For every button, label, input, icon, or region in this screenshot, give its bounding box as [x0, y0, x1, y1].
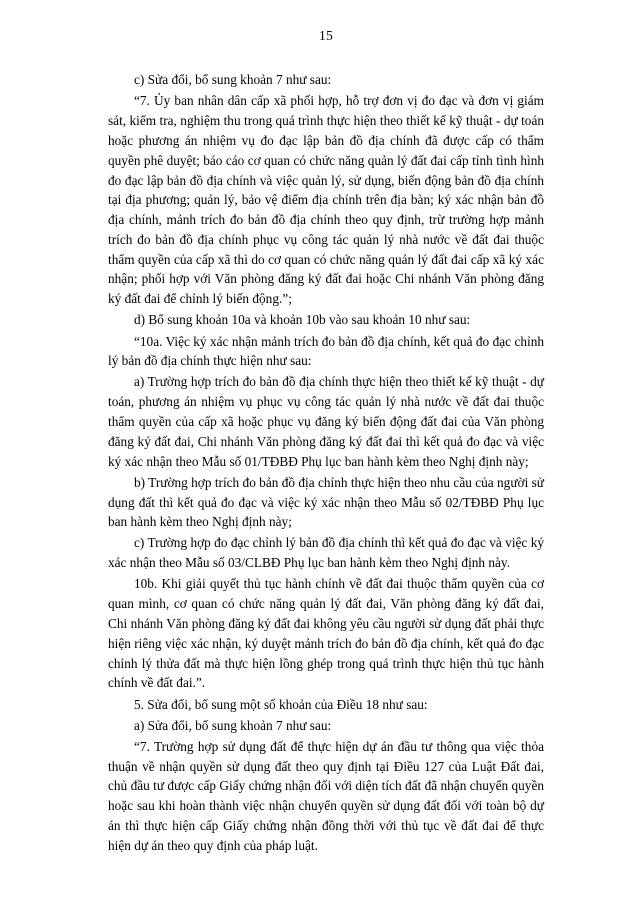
document-body [108, 70, 544, 855]
paragraph: c) Trường hợp đo đạc chỉnh lý bản đồ địa chính thì kết quả đo đạc và việc ký xác nhận theo Mẫu số 03/CLBĐ Phụ lục ban hành kèm theo Nghị định này. [108, 535, 544, 571]
paragraph: a) Trường hợp trích đo bản đồ địa chính thực hiện theo thiết kế kỹ thuật - dự toán, phương án nhiệm vụ phục vụ công tác quản lý nhà nước về đất đai thuộc thẩm quyền của cấp xã hoặc phục vụ đăng ký biến động đất đai của Văn phòng đăng ký đất đai, Chi nhánh Văn phòng đăng ký đất đai thì kết quả đo đạc và việc ký xác nhận theo Mẫu số 01/TĐBĐ Phụ lục ban hành kèm theo Nghị định này; [108, 374, 544, 469]
paragraph: “7. Trường hợp sử dụng đất để thực hiện dự án đầu tư thông qua việc thỏa thuận về nhận quyền sử dụng đất theo quy định tại Điều 127 của Luật Đất đai, chủ đầu tư được cấp Giấy chứng nhận đối với diện tích đất đã nhận chuyển quyền hoặc sau khi hoàn thành việc nhận chuyển quyền sử dụng đất đối với toàn bộ dự án thì thực hiện cấp Giấy chứng nhận đồng thời với thủ tục về đất đai để thực hiện dự án theo quy định của pháp luật. [108, 738, 544, 853]
paragraph: a) Sửa đổi, bổ sung khoản 7 như sau: [134, 717, 332, 733]
paragraph: c) Sửa đổi, bổ sung khoản 7 như sau: [134, 72, 332, 88]
paragraph: b) Trường hợp trích đo bản đồ địa chính thực hiện theo nhu cầu của người sử dụng đất thì kết quả đo đạc và việc ký xác nhận theo Mẫu số 02/TĐBĐ Phụ lục ban hành kèm theo Nghị định này; [108, 474, 544, 530]
paragraph: 5. Sửa đổi, bổ sung một số khoản của Điều 18 như sau: [134, 696, 428, 712]
paragraph: 10b. Khi giải quyết thủ tục hành chính về đất đai thuộc thẩm quyền của cơ quan mình, cơ quan có chức năng quản lý đất đai, Văn phòng đăng ký đất đai, Chi nhánh Văn phòng đăng ký đất đai không yêu cầu người sử dụng đất phải thực hiện riêng việc xác nhận, ký duyệt mảnh trích đo bản đồ địa chính, kết quả đo đạc chỉnh lý thửa đất mà thực hiện lồng ghép trong quá trình thực hiện thủ tục hành chính về đất đai.”. [108, 576, 544, 691]
paragraph: “10a. Việc ký xác nhận mảnh trích đo bản đồ địa chính, kết quả đo đạc chỉnh lý bản đồ địa chính thực hiện như sau: [108, 333, 544, 369]
paragraph: d) Bổ sung khoản 10a và khoản 10b vào sau khoản 10 như sau: [134, 312, 471, 328]
page-number: 15 [319, 28, 333, 43]
paragraph: “7. Ủy ban nhân dân cấp xã phối hợp, hỗ trợ đơn vị đo đạc và đơn vị giám sát, kiểm tra, nghiệm thu trong quá trình thực hiện theo thiết kế kỹ thuật - dự toán hoặc phương án nhiệm vụ đo đạc lập bản đồ địa chính đã được cấp có thẩm quyền phê duyệt; báo cáo cơ quan có chức năng quản lý đất đai cấp tỉnh tình hình đo đạc lập bản đồ địa chính và việc quản lý, sử dụng, biến động bản đồ địa chính tại địa phương; quản lý, bảo vệ điểm địa chính trên địa bàn; ký xác nhận bản đồ địa chính, mảnh trích đo bản đồ địa chính theo quy định, trừ trường hợp mảnh trích đo bản đồ địa chính phục vụ công tác quản lý nhà nước về đất đai thuộc thẩm quyền của cấp xã thì do cơ quan có chức năng quản lý đất đai cấp xã ký xác nhận; phối hợp với Văn phòng đăng ký đất đai hoặc Chi nhánh Văn phòng đăng ký đất đai để chỉnh lý biến động.”; [108, 93, 544, 307]
